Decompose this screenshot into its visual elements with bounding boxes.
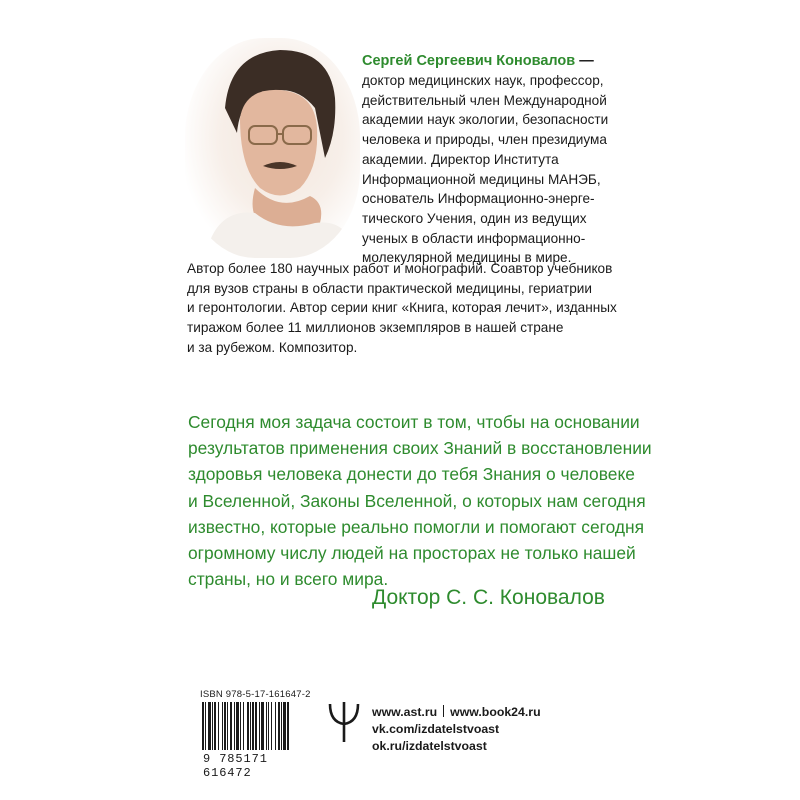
bio-line: Автор более 180 научных работ и монографий. Соавтор учебников (187, 261, 613, 276)
barcode-bar (208, 702, 211, 750)
barcode-bar (227, 702, 228, 750)
publisher-sites-row (372, 704, 541, 721)
barcode-bar (218, 702, 219, 750)
barcode-bar (281, 702, 282, 750)
barcode-bar (287, 702, 289, 750)
author-bio-wide (187, 259, 617, 358)
bio-line: человека и природы, член президиума (362, 132, 607, 148)
barcode-bar (250, 702, 251, 750)
bio-line: и за рубежом. Композитор. (187, 339, 358, 355)
quote-line: здоровья человека донести до тебя Знания о человеке (188, 464, 635, 485)
author-name-dash: — (575, 53, 594, 69)
bio-line: Информационной медицины МАНЭБ, (362, 171, 601, 187)
bio-line: ученых в области информационно- (362, 230, 586, 246)
bio-line: тического Учения, один из ведущих (362, 210, 587, 226)
barcode-bar (236, 702, 239, 750)
barcode-bar (259, 702, 260, 750)
link-vk: vk.com/izdatelstvoast (372, 722, 500, 736)
barcode-bar (240, 702, 241, 750)
barcode-bar (214, 702, 216, 750)
author-name-line (362, 52, 594, 71)
barcode-bar (205, 702, 206, 750)
separator (443, 705, 444, 717)
barcode-digits: 9 785171 616472 (203, 752, 268, 780)
barcode-bar (252, 702, 254, 750)
psi-publisher-logo-icon (326, 700, 362, 744)
bio-line: действительный член Международной (362, 92, 607, 108)
barcode-icon (202, 702, 310, 750)
quote-line: результатов применения своих Знаний в восстановлении (188, 438, 652, 459)
link-ok: ok.ru/izdatelstvoast (372, 739, 487, 753)
author-portrait-icon (185, 38, 360, 258)
author-quote (188, 409, 652, 592)
barcode-bar (224, 702, 226, 750)
author-name: Сергей Сергеевич Коновалов (362, 53, 576, 69)
bio-line: молекулярной медицины в мире. (362, 250, 572, 266)
barcode-bar (212, 702, 213, 750)
barcode-bar (202, 702, 204, 750)
bio-line: и геронтологии. Автор серии книг «Книга, которая лечит», изданных (187, 300, 617, 316)
barcode-bar (243, 702, 244, 750)
quote-line: известно, которые реально помогли и помогают сегодня (188, 516, 645, 537)
isbn-label: ISBN 978-5-17-161647-2 (200, 689, 311, 700)
quote-line: и Вселенной, Законы Вселенной, о которых нам сегодня (188, 490, 646, 511)
bio-line: академии наук экологии, безопасности (362, 112, 609, 128)
barcode-bar (278, 702, 280, 750)
link-ast: www.ast.ru (372, 705, 438, 719)
bio-line: академии. Директор Института (362, 151, 559, 167)
bio-line: основатель Информационно-энерге- (362, 191, 595, 207)
barcode-bar (230, 702, 232, 750)
author-portrait (185, 38, 360, 258)
bio-line: доктор медицинских наук, профессор, (362, 73, 604, 88)
barcode-bar (234, 702, 235, 750)
bio-line: для вузов страны в области практической медицины, гериатрии (187, 280, 592, 296)
barcode-bar (261, 702, 264, 750)
barcode-bar (275, 702, 276, 750)
quote-signature: Доктор С. С. Коновалов (372, 586, 605, 609)
barcode-bar (268, 702, 269, 750)
link-book24: www.book24.ru (450, 705, 541, 719)
barcode-bar (266, 702, 267, 750)
publisher-links (372, 704, 541, 755)
quote-line: огромному числу людей на просторах не только нашей (188, 543, 636, 564)
author-bio-narrow (362, 71, 612, 268)
barcode-bar (271, 702, 272, 750)
barcode-bar (255, 702, 257, 750)
barcode-bar (283, 702, 286, 750)
quote-line: страны, но и всего мира. (188, 569, 389, 590)
barcode-bar (247, 702, 249, 750)
bio-line: тиражом более 11 миллионов экземпляров в нашей стране (187, 320, 564, 336)
barcode-bar (222, 702, 223, 750)
quote-line: Сегодня моя задача состоит в том, чтобы на основании (188, 412, 640, 432)
